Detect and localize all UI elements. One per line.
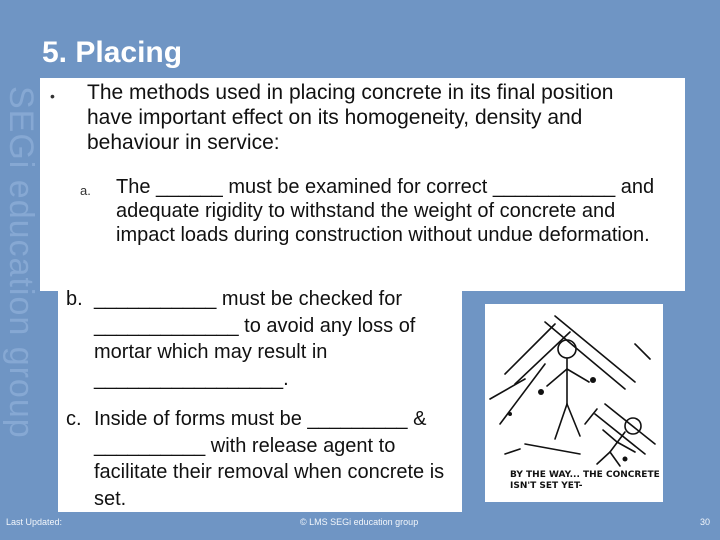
brand-watermark: SEGi education group xyxy=(2,86,40,439)
cartoon-caption: BY THE WAY... THE CONCRETE ISN'T SET YET- xyxy=(510,470,660,491)
footer-last-updated: Last Updated: xyxy=(6,517,63,527)
bullet-text: The methods used in placing concrete in its final position have important effect on its homogeneity, density and behaviour in service: xyxy=(87,81,614,154)
footer-page-number: 30 xyxy=(700,517,711,527)
slide-title: 5. Placing xyxy=(42,36,183,69)
item-a-text: The ______ must be examined for correct ___________ and adequate rigidity to withstand the weight of concrete and impact loads during construction without undue deformation. xyxy=(116,176,655,246)
list-item-c xyxy=(66,406,458,512)
footer-copyright: © LMS SEGi education group xyxy=(300,517,419,527)
formwork-cartoon xyxy=(485,304,663,502)
item-b-marker: b. xyxy=(66,288,83,310)
item-c-marker: c. xyxy=(66,408,82,430)
item-c-text: Inside of forms must be _________ & __________ with release agent to facilitate their removal when concrete is set. xyxy=(94,408,445,510)
item-b-text: ___________ must be checked for _____________ to avoid any loss of mortar which may result in _________________. xyxy=(94,288,416,390)
list-item-b xyxy=(66,286,458,392)
item-a-marker: a. xyxy=(80,183,91,198)
bullet-marker: • xyxy=(50,88,55,104)
